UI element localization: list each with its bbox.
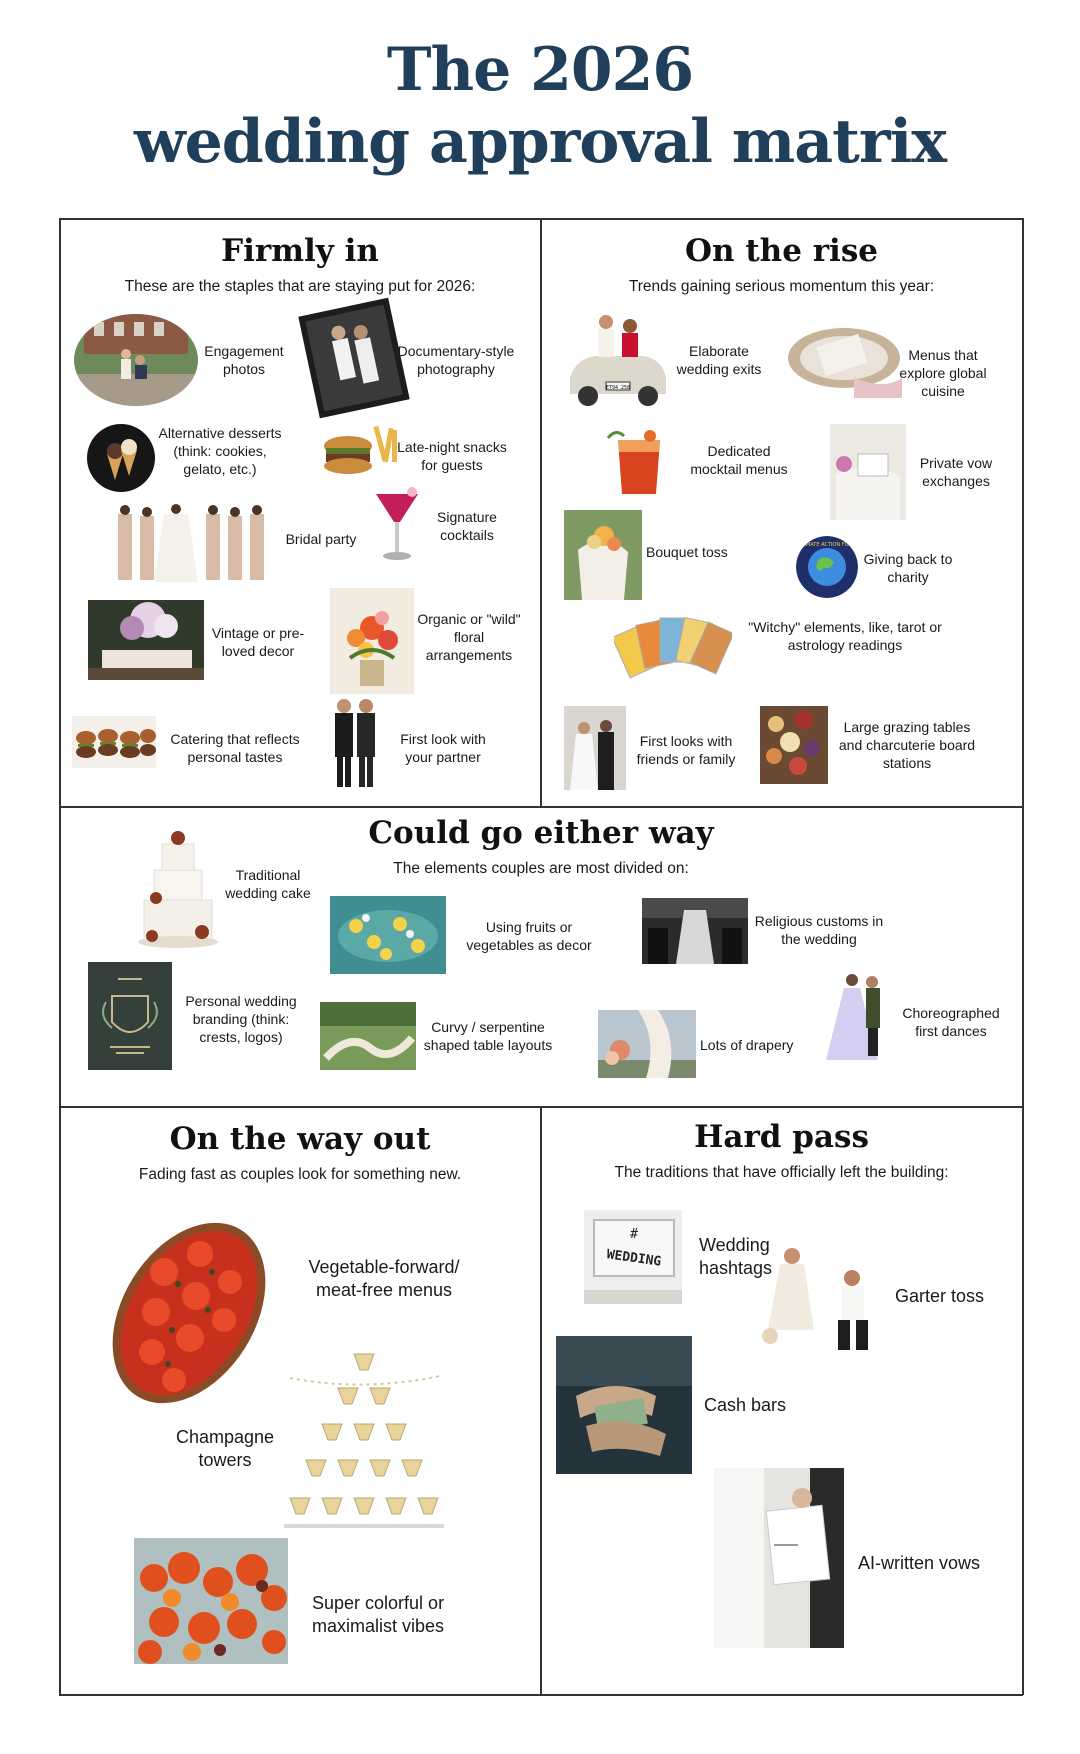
way-out-heading: On the way out [169, 1121, 431, 1157]
veg-forward-label: Vegetable-forward/ meat-free menus [308, 1257, 460, 1301]
religious-customs-image [642, 898, 748, 964]
firmly-in-heading: Firmly in [221, 233, 379, 269]
hard-pass-subtitle: The traditions that have officially left the building: [614, 1164, 949, 1181]
grazing-tables-label: Large grazing tables and charcuterie board stations [838, 719, 976, 772]
cash-bars-label: Cash bars [704, 1395, 787, 1415]
fruit-decor-image [330, 896, 446, 974]
organic-floral-image [330, 588, 414, 694]
bridal-party-label: Bridal party [285, 531, 357, 547]
private-vows-image [830, 424, 906, 520]
witchy-elements-label: "Witchy" elements, like, tarot or astrology readings [748, 619, 942, 654]
firmly-in-subtitle: These are the staples that are staying put for 2026: [124, 278, 476, 295]
way-out-subtitle: Fading fast as couples look for something new. [138, 1166, 462, 1183]
wedding-crest-image [88, 962, 172, 1070]
first-looks-friends-label: First looks with friends or family [636, 733, 736, 768]
either-way-heading: Could go either way [368, 815, 714, 851]
first-look-partner-image [326, 696, 384, 790]
vintage-decor-image [88, 600, 204, 680]
hashtag-lightbox-image [584, 1210, 682, 1304]
page-title-line1: The 2026 [386, 35, 694, 105]
charity-badge-image [796, 536, 858, 598]
wedding-cake-image [136, 828, 220, 952]
global-menus-image [784, 318, 904, 398]
first-look-partner-label: First look with your partner [400, 731, 486, 766]
charity-badge-text: CLIMATE ACTION FUND [798, 542, 856, 548]
maximalist-label: Super colorful or maximalist vibes [312, 1593, 445, 1637]
alternative-desserts-label: Alternative desserts (think: cookies, gelato, etc.) [158, 425, 282, 478]
bridal-party-image [112, 500, 272, 586]
signature-cocktails-label: Signature cocktails [437, 509, 497, 544]
documentary-photography-label: Documentary-style photography [397, 343, 515, 378]
champagne-tower-image [280, 1348, 448, 1534]
wedding-hashtags-label: Wedding hashtags [699, 1235, 773, 1279]
serpentine-table-image [320, 1002, 416, 1070]
on-the-rise-subtitle: Trends gaining serious momentum this year: [628, 278, 935, 295]
tarot-cards-image [614, 610, 732, 684]
bouquet-toss-image [564, 510, 642, 600]
alternative-desserts-image [87, 424, 155, 492]
fruit-decor-label: Using fruits or vegetables as decor [466, 919, 592, 954]
bouquet-toss-label: Bouquet toss [646, 544, 728, 560]
maximalist-image [134, 1538, 288, 1664]
champagne-towers-label: Champagne towers [175, 1427, 275, 1471]
cash-bar-image [556, 1336, 692, 1474]
grid-divider-top-vertical [540, 218, 542, 807]
engagement-photo-image [74, 314, 198, 406]
grid-border-right [1022, 218, 1024, 1695]
license-plate-text: ЕТ94 258 [605, 385, 631, 391]
hard-pass-heading: Hard pass [694, 1119, 869, 1155]
organic-floral-label: Organic or "wild" floral arrangements [417, 611, 521, 664]
grazing-tables-image [760, 706, 828, 784]
mocktail-menus-label: Dedicated mocktail menus [690, 443, 788, 478]
vows-card-image [714, 1468, 844, 1648]
drapery-image [598, 1010, 696, 1078]
ai-vows-label: AI-written vows [858, 1553, 981, 1573]
first-dance-label: Choreographed first dances [902, 1005, 1000, 1040]
catering-image [72, 716, 156, 768]
garter-toss-image [756, 1240, 884, 1358]
drapery-label: Lots of drapery [700, 1037, 794, 1053]
mocktail-menus-image [604, 426, 680, 502]
signature-cocktails-image [370, 484, 424, 566]
late-night-snacks-label: Late-night snacks for guests [397, 439, 507, 474]
on-the-rise-heading: On the rise [685, 233, 878, 269]
either-way-subtitle: The elements couples are most divided on: [393, 860, 689, 877]
personal-branding-label: Personal wedding branding (think: crests, logos) [185, 993, 297, 1046]
vintage-decor-label: Vintage or pre-loved decor [211, 625, 305, 660]
wedding-cake-label: Traditional wedding cake [225, 867, 311, 902]
tomato-toast-image [104, 1212, 274, 1414]
page-title-line2: wedding approval matrix [133, 107, 947, 177]
first-looks-friends-image [564, 706, 626, 790]
global-menus-label: Menus that explore global cuisine [899, 347, 987, 400]
grid-divider-bottom-vertical [540, 1106, 542, 1695]
serpentine-table-label: Curvy / serpentine shaped table layouts [423, 1019, 553, 1054]
wedding-exits-label: Elaborate wedding exits [676, 343, 762, 378]
charity-label: Giving back to charity [863, 551, 953, 586]
wedding-exits-image [566, 308, 670, 412]
engagement-photos-label: Engagement photos [204, 343, 284, 378]
private-vows-label: Private vow exchanges [919, 455, 993, 490]
grid-border-left [59, 218, 61, 1695]
garter-toss-label: Garter toss [895, 1286, 985, 1306]
first-dance-image [826, 970, 890, 1062]
lightbox-word-text: WEDDING [605, 1247, 663, 1270]
catering-label: Catering that reflects personal tastes [170, 731, 300, 766]
lightbox-hash-text: # [630, 1227, 638, 1242]
religious-customs-label: Religious customs in the wedding [754, 913, 884, 948]
